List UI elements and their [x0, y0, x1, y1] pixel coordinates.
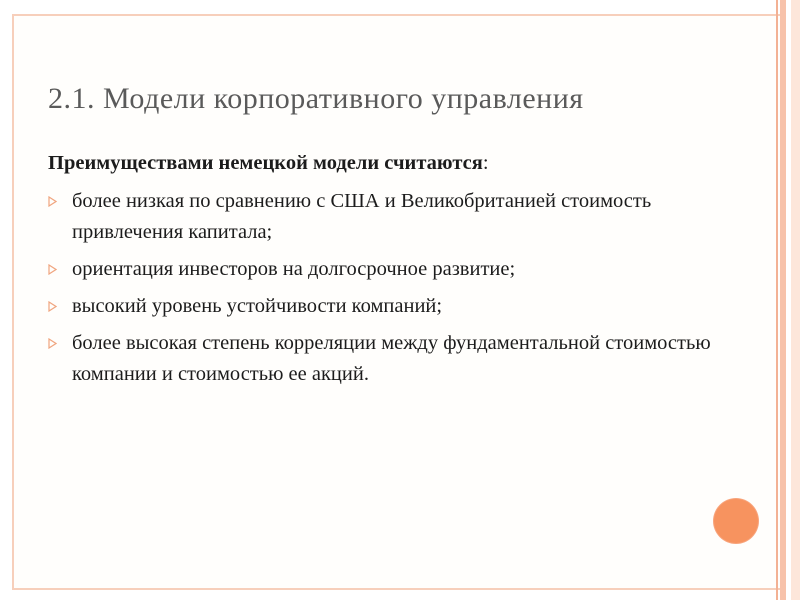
list-item: [48, 254, 728, 285]
accent-circle: [714, 499, 758, 543]
list-item: [48, 291, 728, 322]
slide-content: [48, 148, 728, 396]
intro-colon: :: [482, 152, 489, 174]
bullet-list: [48, 186, 728, 390]
list-item-text: более низкая по сравнению с США и Великобританией стоимость привлечения капитала;: [72, 190, 652, 243]
list-item-text: ориентация инвесторов на долгосрочное развитие;: [72, 258, 516, 280]
bullet-icon: [48, 264, 57, 275]
intro-line: [48, 148, 728, 179]
right-decor-band: [780, 0, 786, 600]
right-decor-band-light: [791, 0, 800, 600]
bullet-icon: [48, 196, 57, 207]
list-item-text: высокий уровень устойчивости компаний;: [72, 295, 443, 317]
right-decor-line: [776, 0, 778, 600]
intro-bold: Преимуществами немецкой модели считаются: [48, 152, 483, 174]
list-item: [48, 328, 728, 390]
list-item-text: более высокая степень корреляции между фундаментальной стоимостью компании и стоимостью ее акций.: [72, 332, 711, 385]
bullet-icon: [48, 338, 57, 349]
bullet-icon: [48, 301, 57, 312]
list-item: [48, 186, 728, 248]
slide-title: 2.1. Модели корпоративного управления: [48, 82, 584, 115]
